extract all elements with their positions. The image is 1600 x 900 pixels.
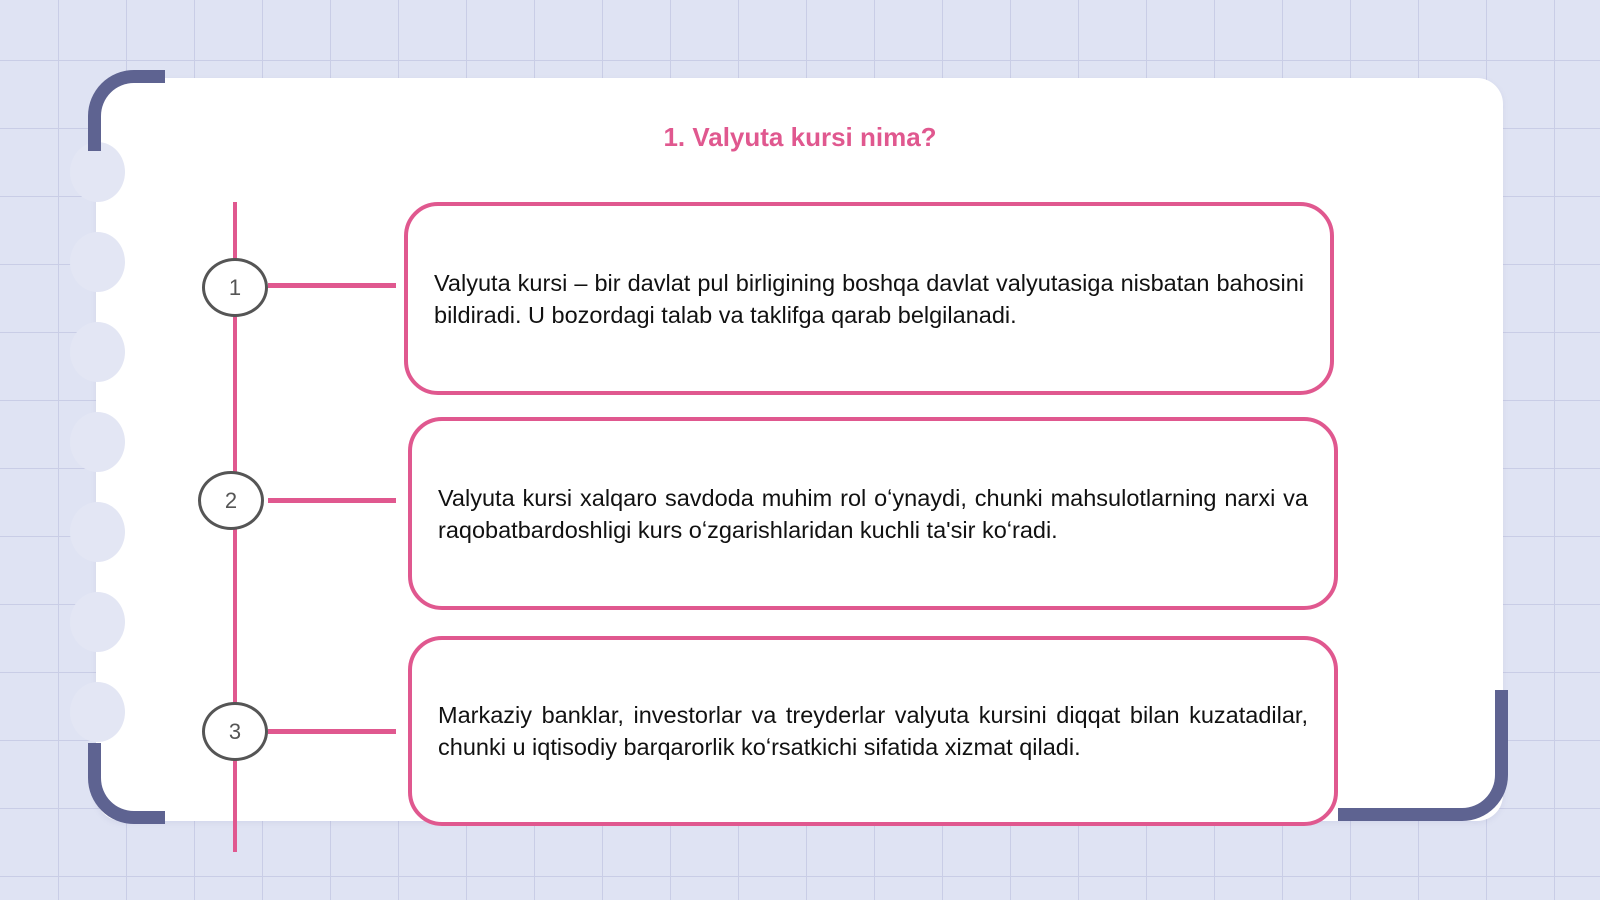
step-number-circle: 3 [202,702,268,761]
info-card [404,202,1334,395]
info-card-text: Markaziy banklar, investorlar va treyderlar valyuta kursini diqqat bilan kuzatadilar, chunki u iqtisodiy barqarorlik koʻrsatkichi sifatida xizmat qiladi. [438,702,1308,760]
paper-notch [70,142,125,202]
info-card [408,636,1338,826]
paper-notch [70,232,125,292]
paper-notch [70,322,125,382]
timeline-connector [268,498,396,503]
frame-corner-top-left [88,70,165,151]
timeline-connector [268,283,396,288]
info-card-text: Valyuta kursi – bir davlat pul birligining boshqa davlat valyutasiga nisbatan bahosini bildiradi. U bozordagi talab va taklifga qarab belgilanadi. [434,269,1304,328]
slide-title: 1. Valyuta kursi nima? [663,122,937,152]
paper-notch [70,592,125,652]
info-card-text: Valyuta kursi xalqaro savdoda muhim rol oʻynaydi, chunki mahsulotlarning narxi va raqobatbardoshligi kurs oʻzgarishlaridan kuchli ta'sir koʻradi. [438,484,1308,543]
step-number-circle: 2 [198,471,264,530]
step-number-circle: 1 [202,258,268,317]
paper-notch [70,682,125,742]
timeline-connector [268,729,396,734]
frame-corner-bottom-right [1338,690,1508,821]
frame-corner-bottom-left [88,743,165,824]
paper-notch [70,502,125,562]
paper-notch [70,412,125,472]
info-card [408,417,1338,610]
